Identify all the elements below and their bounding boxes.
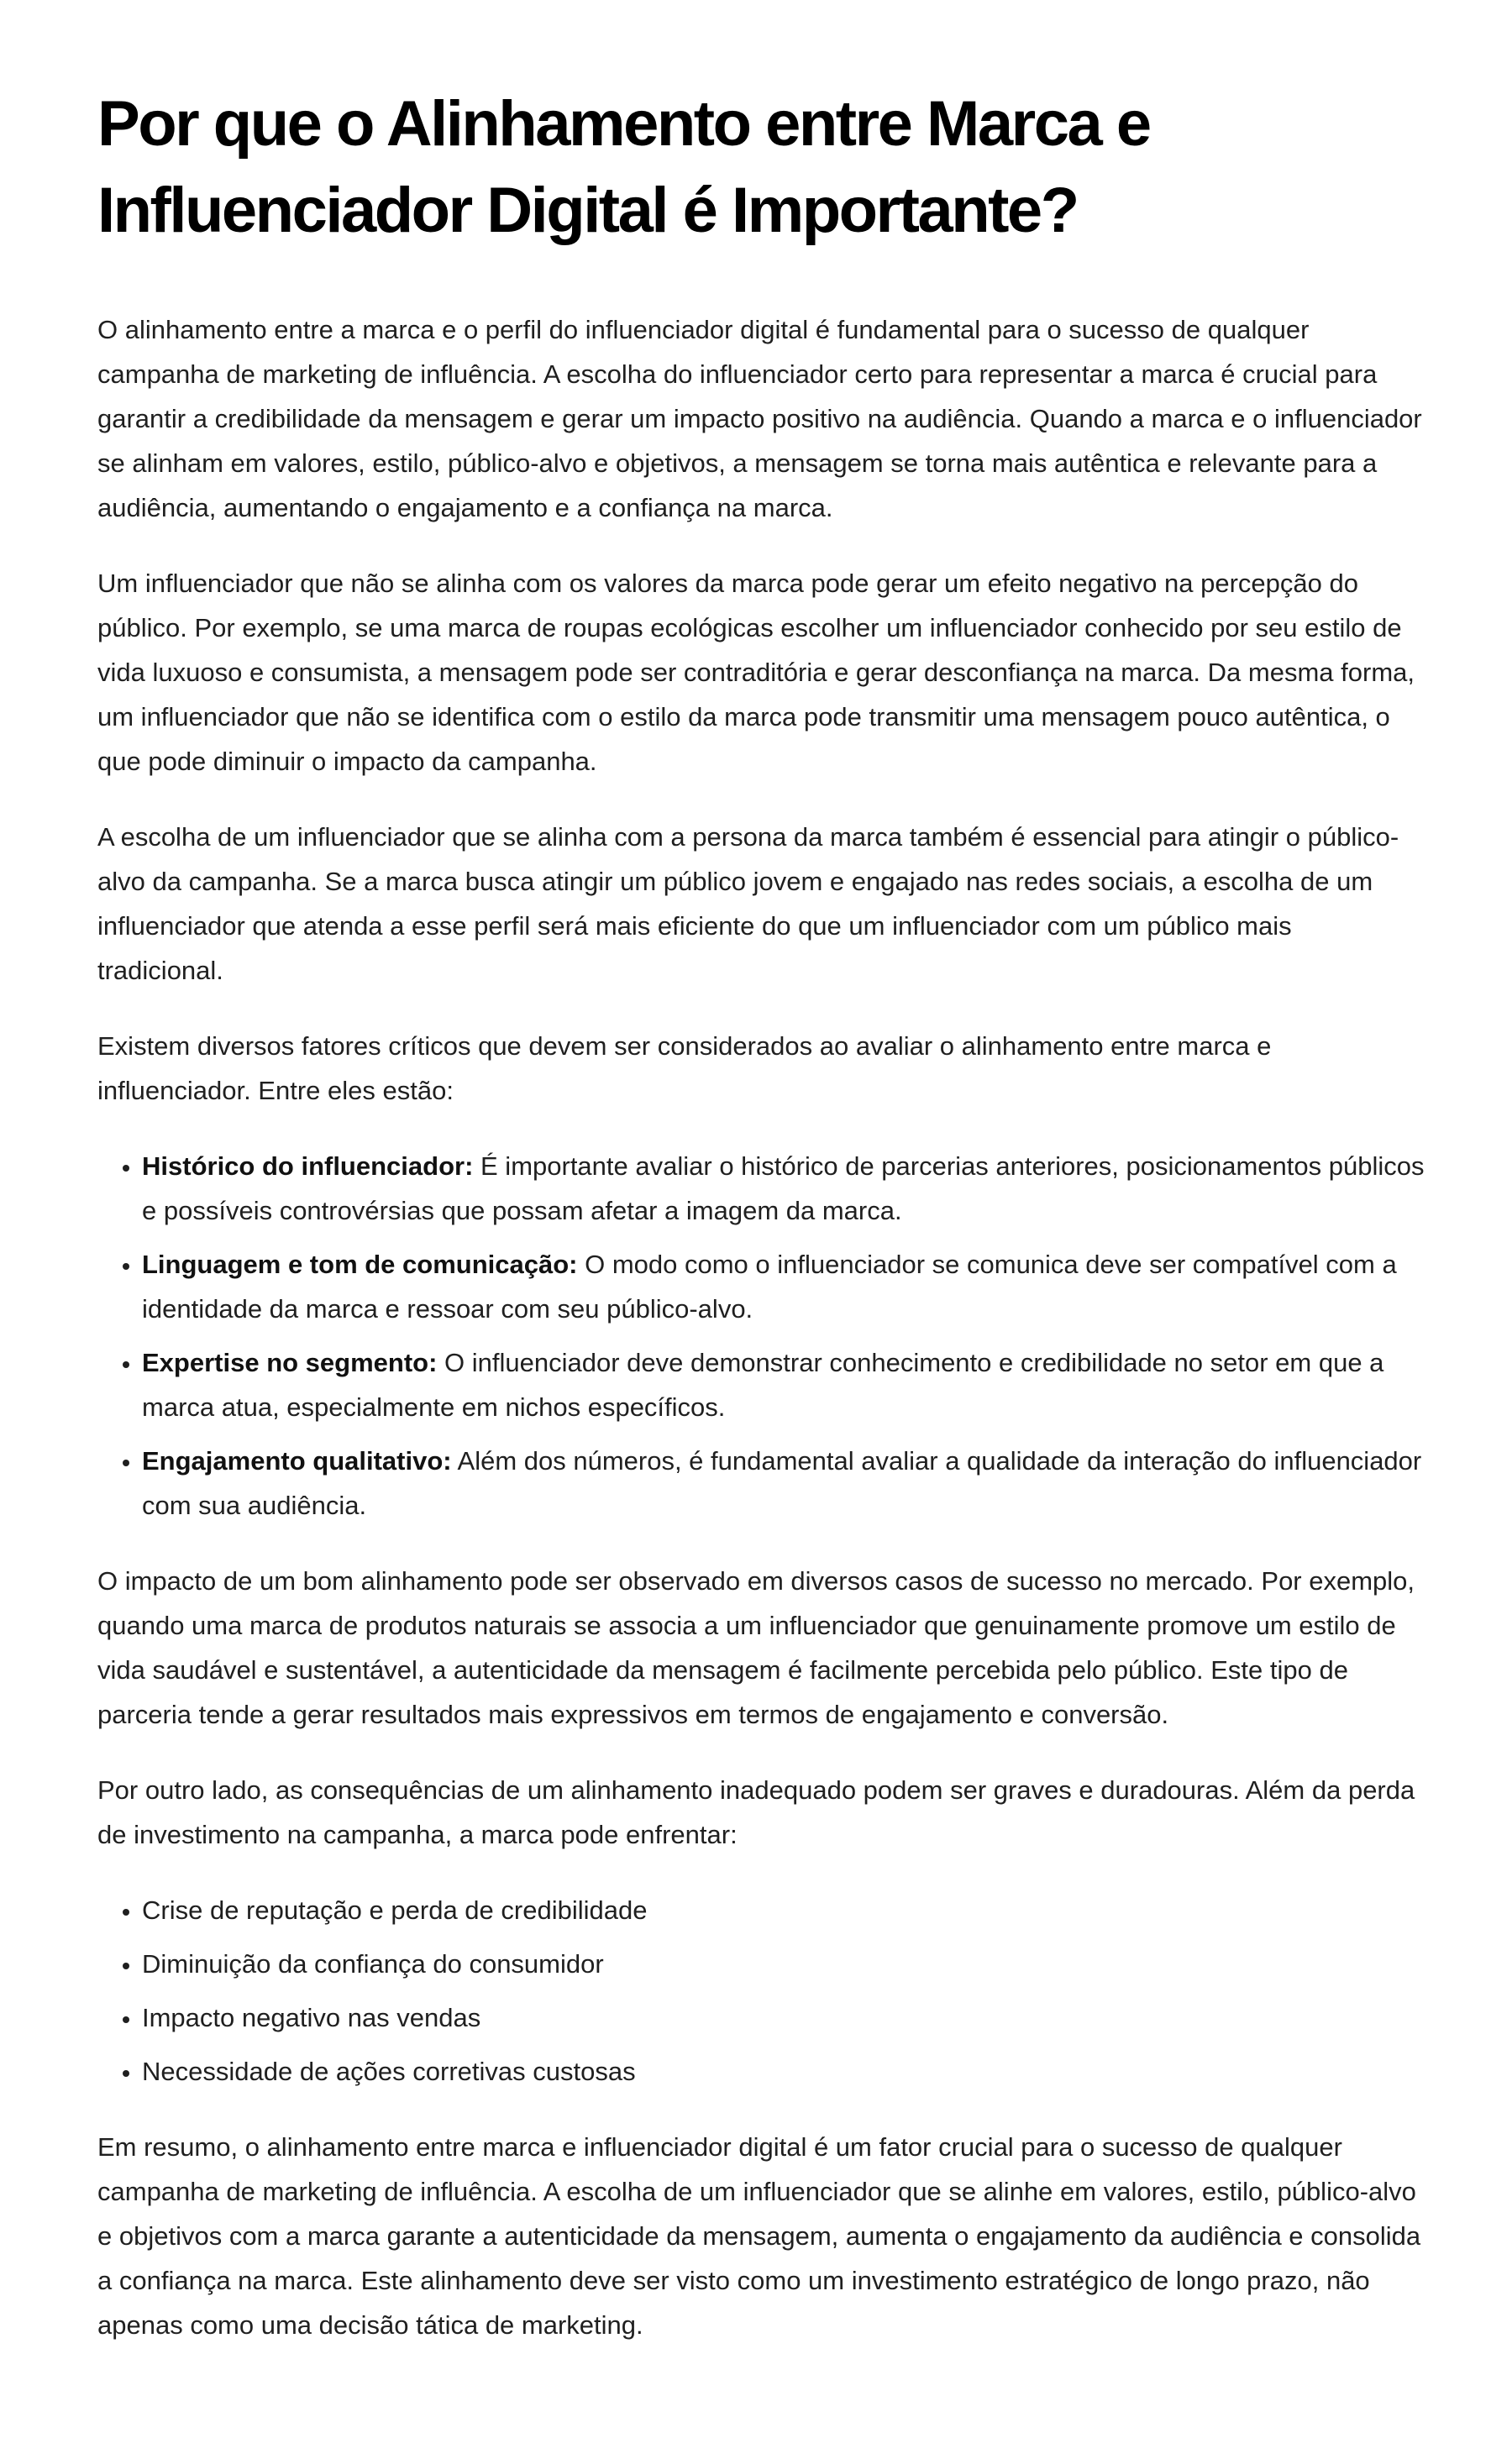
list-item — [142, 1144, 1425, 1233]
list-item-text: O modo como o influenciador se comunica deve ser compatível com a identidade da marca e ressoar com seu público-alvo. — [142, 1250, 1397, 1324]
list-item-text: Além dos números, é fundamental avaliar a qualidade da interação do influenciador com sua audiência. — [142, 1446, 1422, 1520]
paragraph: Em resumo, o alinhamento entre marca e influenciador digital é um fator crucial para o sucesso de qualquer campanha de marketing de influência. A escolha de um influenciador que se alinhe em valores, estilo, público-alvo e objetivos com a marca garante a autenticidade da mensagem, aumenta o engajamento da audiência e consolida a confiança na marca. Este alinhamento deve ser visto como um investimento estratégico de longo prazo, não apenas como uma decisão tática de marketing. — [97, 2132, 1421, 2340]
list-item-term: Linguagem e tom de comunicação: — [142, 1250, 578, 1279]
paragraph: A escolha de um influenciador que se alinha com a persona da marca também é essencial para atingir o público-alvo da campanha. Se a marca busca atingir um público jovem e engajado nas redes sociais, a escolha de um influenciador que atenda a esse perfil será mais eficiente do que um influenciador com um público mais tradicional. — [97, 822, 1399, 985]
list-item — [142, 1439, 1425, 1528]
list-item: • Diminuição da confiança do consumidor — [142, 1942, 1425, 1986]
factors-list — [97, 1144, 1425, 1528]
list-item-term: Histórico do influenciador: — [142, 1151, 474, 1181]
list-item: • Crise de reputação e perda de credibilidade — [142, 1888, 1425, 1932]
list-item — [142, 1242, 1425, 1331]
list-item: • Impacto negativo nas vendas — [142, 1995, 1425, 2040]
article — [97, 81, 1425, 2378]
paragraph: Um influenciador que não se alinha com os valores da marca pode gerar um efeito negativo na percepção do público. Por exemplo, se uma marca de roupas ecológicas escolher um influenciador conhecido por seu estilo de vida luxuoso e consumista, a mensagem pode ser contraditória e gerar desconfiança na marca. Da mesma forma, um influenciador que não se identifica com o estilo da marca pode transmitir uma mensagem pouco autêntica, o que pode diminuir o impacto da campanha. — [97, 569, 1415, 776]
page-title: Por que o Alinhamento entre Marca e Influenciador Digital é Importante? — [97, 88, 1150, 246]
list-item-term: Expertise no segmento: — [142, 1348, 438, 1377]
list-item-text: É importante avaliar o histórico de parcerias anteriores, posicionamentos públicos e possíveis controvérsias que possam afetar a imagem da marca. — [142, 1151, 1425, 1225]
list-item-text: O influenciador deve demonstrar conhecimento e credibilidade no setor em que a marca atua, especialmente em nichos específicos. — [142, 1348, 1384, 1422]
paragraph: O impacto de um bom alinhamento pode ser observado em diversos casos de sucesso no mercado. Por exemplo, quando uma marca de produtos naturais se associa a um influenciador que genuinamente promove um estilo de vida saudável e sustentável, a autenticidade da mensagem é facilmente percebida pelo público. Este tipo de parceria tende a gerar resultados mais expressivos em termos de engajamento e conversão. — [97, 1566, 1415, 1729]
list-item-term: Engajamento qualitativo: — [142, 1446, 452, 1476]
paragraph: O alinhamento entre a marca e o perfil do influenciador digital é fundamental para o sucesso de qualquer campanha de marketing de influência. A escolha do influenciador certo para representar a marca é crucial para garantir a credibilidade da mensagem e gerar um impacto positivo na audiência. Quando a marca e o influenciador se alinham em valores, estilo, público-alvo e objetivos, a mensagem se torna mais autêntica e relevante para a audiência, aumentando o engajamento e a confiança na marca. — [97, 315, 1422, 522]
consequences-list — [97, 1888, 1425, 2094]
list-item: • Necessidade de ações corretivas custosas — [142, 2049, 1425, 2094]
paragraph: Existem diversos fatores críticos que devem ser considerados ao avaliar o alinhamento entre marca e influenciador. Entre eles estão: — [97, 1031, 1272, 1105]
list-item — [142, 1340, 1425, 1429]
paragraph: Por outro lado, as consequências de um alinhamento inadequado podem ser graves e duradouras. Além da perda de investimento na campanha, a marca pode enfrentar: — [97, 1775, 1415, 1849]
